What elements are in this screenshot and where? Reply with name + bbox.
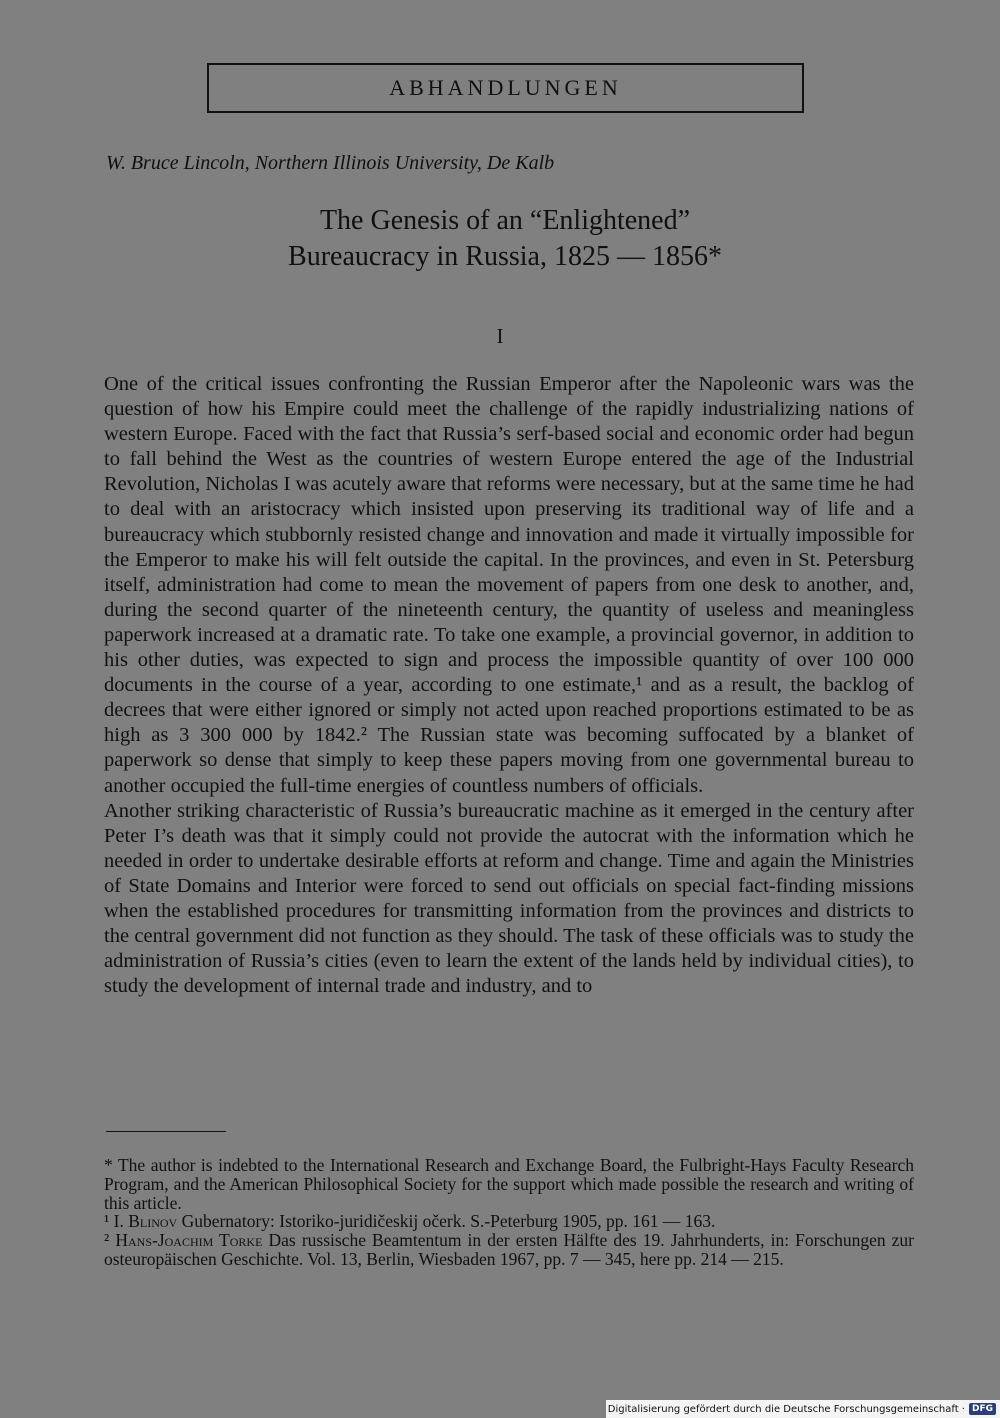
article-title-line-2: Bureaucracy in Russia, 1825 — 1856* bbox=[288, 241, 722, 272]
section-heading: ABHANDLUNGEN bbox=[389, 75, 622, 100]
dfg-logo: DFG bbox=[969, 1403, 996, 1415]
footnote-rule bbox=[106, 1131, 226, 1132]
footer-text: Digitalisierung gefördert durch die Deutsche Forschungsgemeinschaft · bbox=[607, 1403, 965, 1415]
footnote-author: I. Blinov bbox=[113, 1211, 178, 1232]
footnotes bbox=[104, 1156, 914, 1269]
footnote-item bbox=[104, 1156, 914, 1212]
digitization-footer bbox=[606, 1400, 1000, 1418]
footnote-item bbox=[104, 1212, 914, 1231]
footnote-author: Hans-Joachim Torke bbox=[115, 1230, 263, 1251]
footnote-item bbox=[104, 1231, 914, 1269]
footnote-marker: * bbox=[104, 1155, 113, 1175]
section-number: I bbox=[496, 324, 504, 348]
footnote-text: Das russische Beamtentum in der ersten Hälfte des 19. Jahrhunderts, in: Forschungen zur osteuropäischen Geschichte. Vol. 13, Berlin, Wiesbaden 1967, pp. 7 — 345, here pp. 214 — 215. bbox=[104, 1230, 915, 1269]
article-body bbox=[104, 372, 914, 999]
paragraph: One of the critical issues confronting the Russian Emperor after the Napoleonic wars was the question of how his Empire could meet the challenge of the rapidly industrializing nations of western Europe. Faced with the fact that Russia’s serf-based social and economic order had begun to fall behind the West as the countries of western Europe entered the age of the Industrial Revolution, Nicholas I was acutely aware that reforms were necessary, but at the same time he had to deal with an aristocracy which insisted upon preserving its traditional way of life and a bureaucracy which stubbornly resisted change and innovation and made it virtually impossible for the Emperor to make his will felt outside the capital. In the provinces, and even in St. Petersburg itself, administration had come to mean the movement of papers from one desk to another, and, during the second quarter of the nineteenth century, the quantity of useless and meaningless paperwork increased at a dramatic rate. To take one example, a provincial governor, in addition to his other duties, was expected to sign and process the impossible quantity of over 100 000 documents in the course of a year, according to one estimate,¹ and as a result, the backlog of decrees that were either ignored or simply not acted upon reached proportions estimated to be as high as 3 300 000 by 1842.² The Russian state was becoming suffocated by a blanket of paperwork so dense that simply to keep these papers moving from one governmental bureau to another occupied the full-time energies of countless numbers of officials. bbox=[104, 373, 914, 797]
section-heading-box bbox=[207, 63, 804, 113]
footnote-marker: ² bbox=[104, 1230, 110, 1251]
footnote-text: Gubernatory: Istoriko-juridičeskij očerk. S.-Peterburg 1905, pp. 161 — 163. bbox=[181, 1211, 716, 1232]
author-line: W. Bruce Lincoln, Northern Illinois University, De Kalb bbox=[106, 152, 555, 174]
paragraph: Another striking characteristic of Russia’s bureaucratic machine as it emerged in the century after Peter I’s death was that it simply could not provide the autocrat with the information which he needed in order to undertake desirable efforts at reform and change. Time and again the Ministries of State Domains and Interior were forced to send out officials on special fact-finding missions when the established procedures for transmitting information from the provinces and districts to the central government did not function as they should. The task of these officials was to study the administration of Russia’s cities (even to learn the extent of the lands held by individual cities), to study the development of internal trade and industry, and to bbox=[104, 799, 914, 998]
footnote-marker: ¹ bbox=[104, 1211, 110, 1232]
article-title-line-1: The Genesis of an “Enlightened” bbox=[319, 205, 691, 236]
footnote-text: The author is indebted to the International Research and Exchange Board, the Fulbright-Hays Faculty Research Program, and the American Philosophical Society for the support which made possible the research and writing of this article. bbox=[104, 1155, 915, 1213]
